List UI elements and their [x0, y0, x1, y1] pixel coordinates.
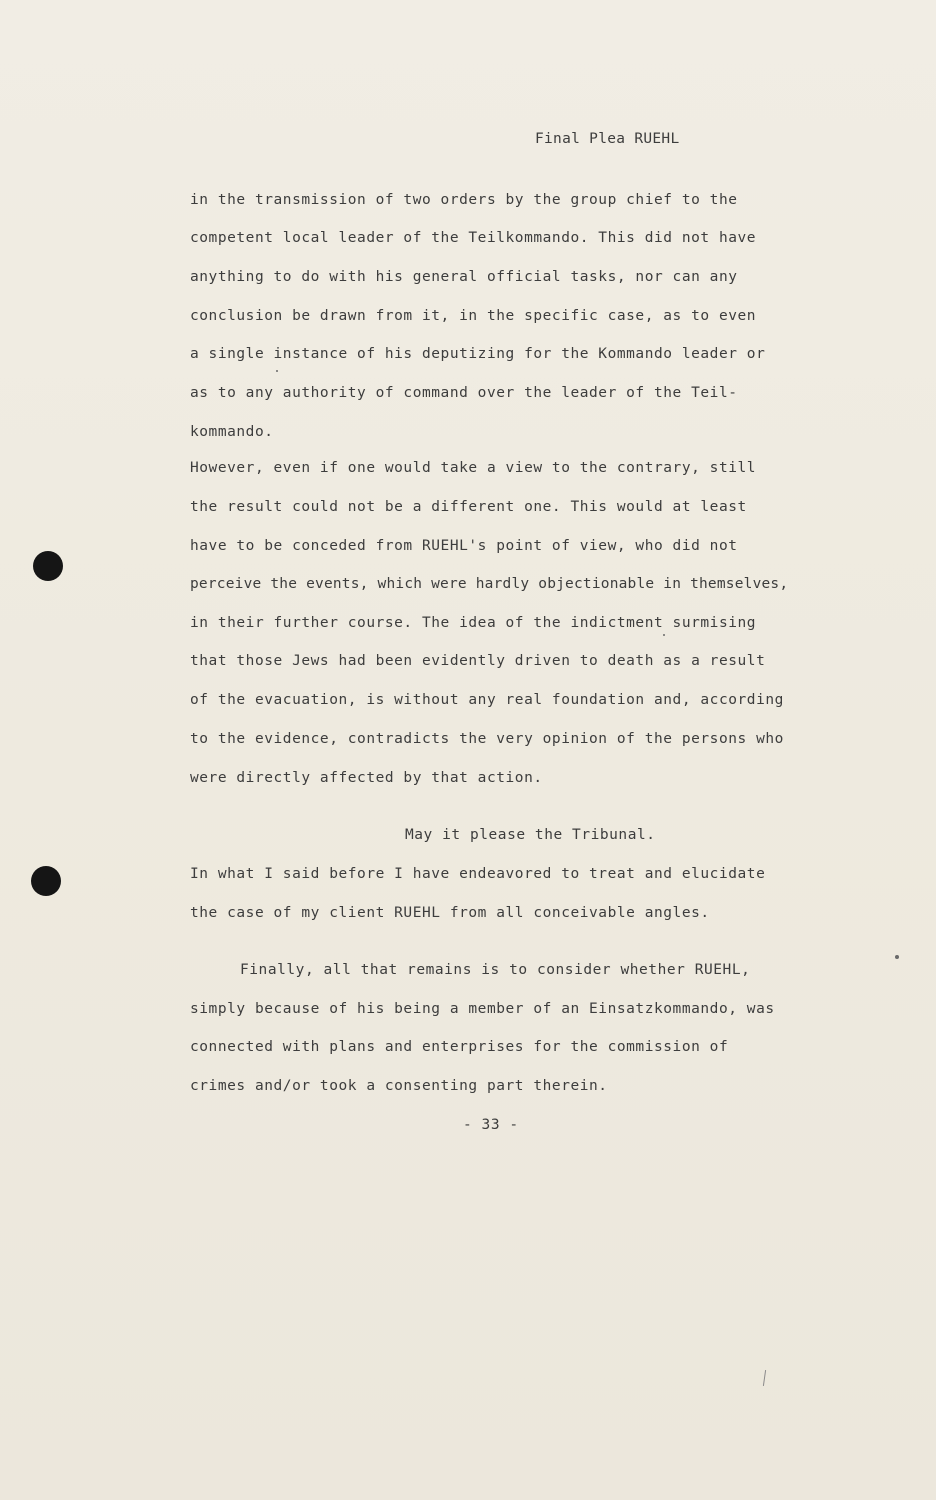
text-line: the result could not be a different one. This would at least — [190, 499, 747, 515]
text-line: kommando. — [190, 424, 274, 440]
pencil-mark — [763, 1370, 766, 1386]
text-line: However, even if one would take a view to the contrary, still — [190, 460, 757, 476]
text-line: crimes and/or took a consenting part therein. — [190, 1078, 608, 1094]
text-line: a single instance of his deputizing for the Kommando leader or — [190, 346, 766, 362]
text-line: competent local leader of the Teilkommando. This did not have — [190, 230, 757, 246]
text-line: in the transmission of two orders by the group chief to the — [190, 192, 738, 208]
ink-speck — [895, 955, 899, 959]
text-line: as to any authority of command over the leader of the Teil- — [190, 385, 738, 401]
address-line: May it please the Tribunal. — [405, 827, 656, 843]
punch-hole-bottom — [31, 866, 61, 896]
ink-speck — [276, 370, 278, 372]
text-line: were directly affected by that action. — [190, 770, 543, 786]
text-line: have to be conceded from RUEHL's point of view, who did not — [190, 538, 738, 554]
text-line: that those Jews had been evidently driven to death as a result — [190, 653, 766, 669]
page-header: Final Plea RUEHL — [535, 131, 680, 147]
text-line: simply because of his being a member of an Einsatzkommando, was — [190, 1001, 775, 1017]
text-line: in their further course. The idea of the indictment surmising — [190, 615, 757, 631]
text-line: Finally, all that remains is to consider whether RUEHL, — [240, 962, 751, 978]
page-number: - 33 - — [463, 1117, 519, 1133]
text-line: connected with plans and enterprises for the commission of — [190, 1039, 729, 1055]
ink-speck — [663, 634, 665, 636]
text-line: In what I said before I have endeavored to treat and elucidate — [190, 866, 766, 882]
text-line: to the evidence, contradicts the very opinion of the persons who — [190, 731, 784, 747]
text-line: anything to do with his general official tasks, nor can any — [190, 269, 738, 285]
text-line: conclusion be drawn from it, in the specific case, as to even — [190, 308, 757, 324]
text-line: of the evacuation, is without any real foundation and, according — [190, 692, 784, 708]
punch-hole-top — [33, 551, 63, 581]
text-line: perceive the events, which were hardly objectionable in themselves, — [190, 576, 789, 592]
text-line: the case of my client RUEHL from all conceivable angles. — [190, 905, 710, 921]
